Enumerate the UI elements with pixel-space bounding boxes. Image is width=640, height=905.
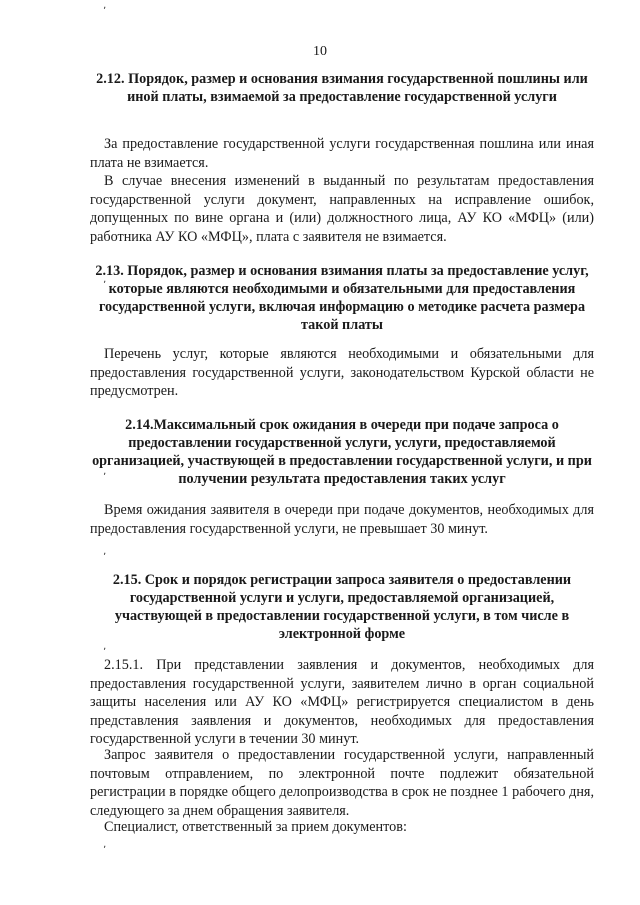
section-heading-2-14: 2.14.Максимальный срок ожидания в очереди при подаче запроса о предоставлении государственной услуги, услуги, предоставляемой организацией, участвующей в предоставлении государственной услуги, и при получении результата предоставления таких услуг: [92, 417, 592, 487]
paragraph-2-12-2: В случае внесения изменений в выданный по результатам предоставления государственной услуги документ, направленных на исправление ошибок, допущенных по вине органа и (или) должностного лица, АУ КО «МФЦ» (или) работника АУ КО «МФЦ», плата с заявителя не взимается.: [90, 173, 594, 245]
paragraph-2-12-1: За предоставление государственной услуги государственная пошлина или иная плата не взимается.: [90, 136, 594, 171]
page-number: 10: [313, 44, 327, 59]
scan-mark: ʼ: [103, 6, 107, 17]
paragraph-2-13-1: Перечень услуг, которые являются необходимыми и обязательными для предоставления государственной услуги, законодательством Курской области не предусмотрен.: [90, 346, 594, 399]
section-heading-2-13: 2.13. Порядок, размер и основания взимания платы за предоставление услуг, которые являются необходимыми и обязательными для предоставления государственной услуги, включая информацию о методике расчета размера такой платы: [95, 263, 589, 333]
paragraph-2-15-1: 2.15.1. При представлении заявления и документов, необходимых для предоставления государственной услуги, заявителем лично в орган социальной защиты населения или АУ КО «МФЦ» регистрируется специалистом в день представления заявления и документов, необходимых для предоставления государственной услуги в течении 30 минут.: [90, 657, 594, 747]
scan-mark: ʼ: [103, 552, 107, 563]
scan-mark: ʼ: [103, 280, 107, 291]
scan-mark: ʼ: [103, 845, 107, 856]
paragraph-2-15-3: Специалист, ответственный за прием документов:: [104, 819, 407, 835]
section-heading-2-12: 2.12. Порядок, размер и основания взимания государственной пошлины или иной платы, взимаемой за предоставление государственной услуги: [96, 71, 588, 105]
scan-mark: ʼ: [103, 472, 107, 483]
section-heading-2-15: 2.15. Срок и порядок регистрации запроса заявителя о предоставлении государственной услуги и услуги, предоставляемой организацией, участвующей в предоставлении государственной услуги, в том числе в электронной форме: [112, 572, 572, 642]
paragraph-2-15-2: Запрос заявителя о предоставлении государственной услуги, направленный почтовым отправлением, по электронной почте подлежит обязательной регистрации в порядке общего делопроизводства в срок не позднее 1 рабочего дня, следующего за днем обращения заявителя.: [90, 747, 594, 819]
scan-mark: ʼ: [103, 647, 107, 658]
paragraph-2-14-1: Время ожидания заявителя в очереди при подаче документов, необходимых для предоставления государственной услуги, не превышает 30 минут.: [90, 502, 594, 537]
